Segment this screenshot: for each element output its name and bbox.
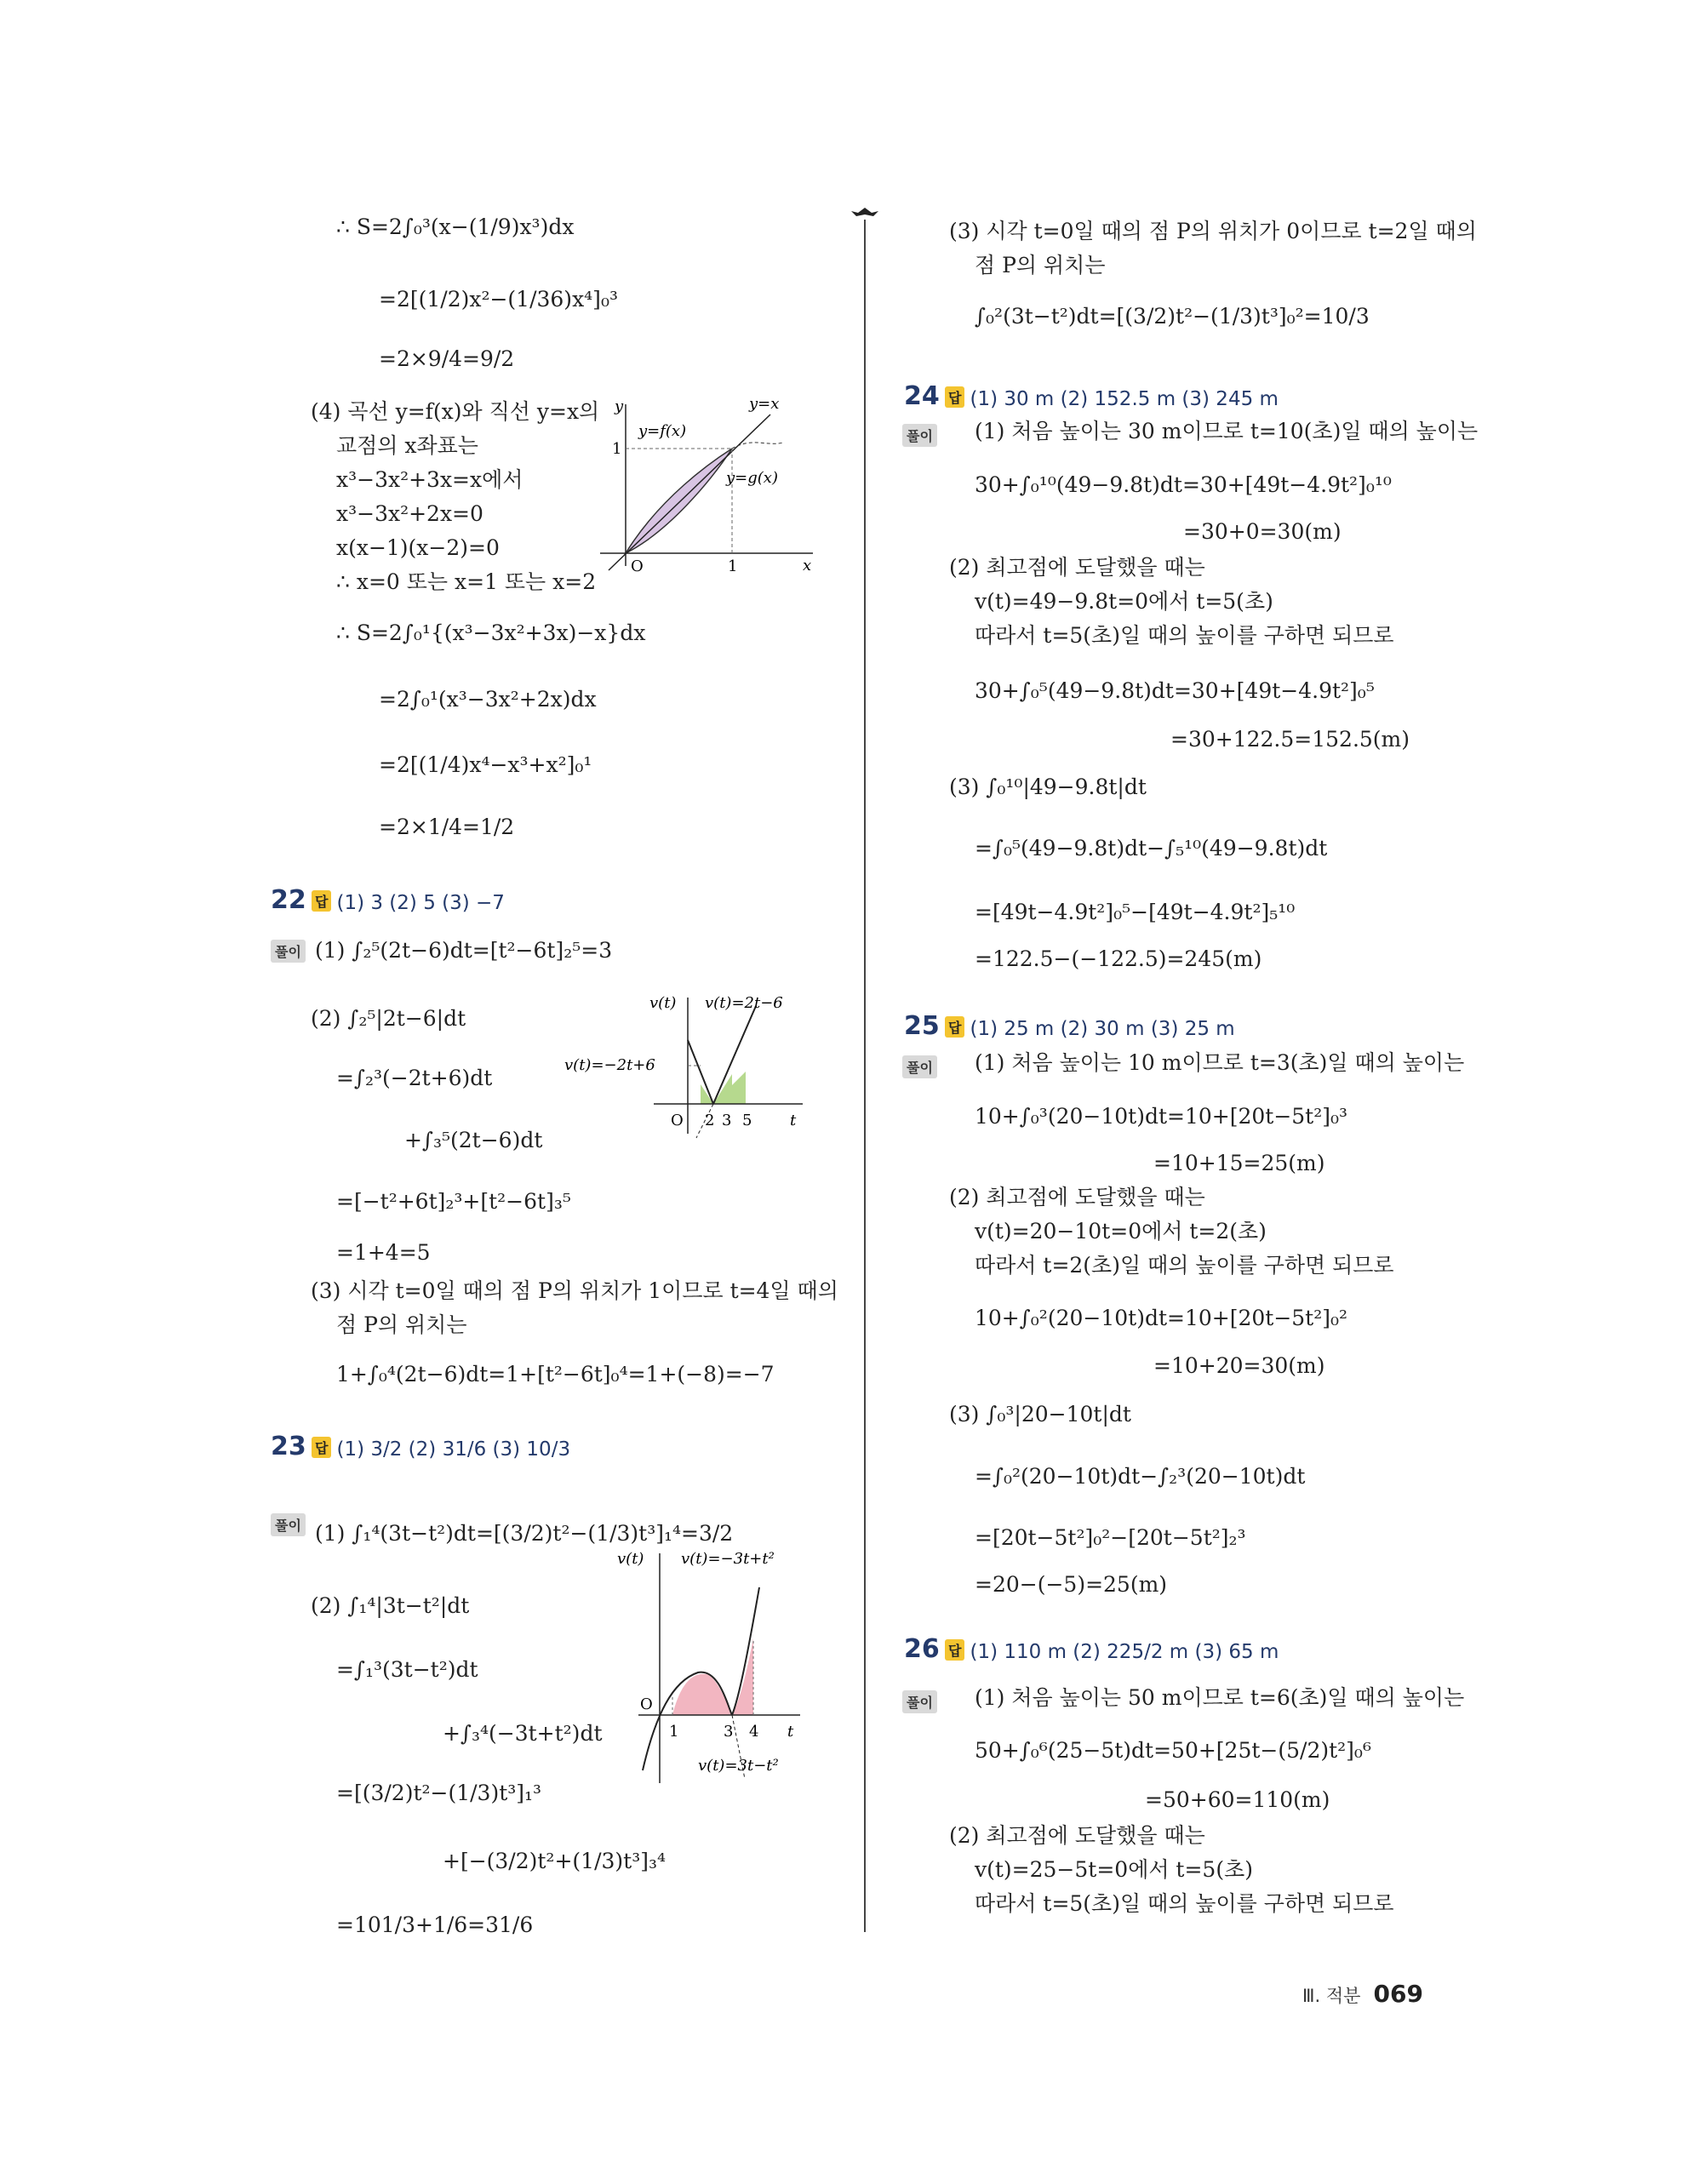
graph2-right-label: v(t)=2t−6 xyxy=(705,994,783,1012)
left-column-line: 점 P의 위치는 xyxy=(336,1312,467,1337)
right-column-line: =30+0=30(m) xyxy=(1183,519,1342,544)
question-number: 24 xyxy=(904,381,940,411)
graph-v-quadratic xyxy=(613,1545,809,1800)
left-column-line: =2×1/4=1/2 xyxy=(379,815,515,839)
answer-text: (1) 30 m (2) 152.5 m (3) 245 m xyxy=(970,388,1279,410)
left-column-line: ∴ S=2∫₀¹{(x³−3x²+3x)−x}dx xyxy=(336,620,646,645)
question-number: 23 xyxy=(271,1432,306,1461)
graph-fg xyxy=(600,396,821,583)
graph1-origin: O xyxy=(631,557,644,575)
right-column-line: =50+60=110(m) xyxy=(1145,1787,1330,1812)
answer-badge: 답 xyxy=(312,1437,331,1458)
left-column-line: =2∫₀¹(x³−3x²+2x)dx xyxy=(379,687,597,712)
answer-row xyxy=(945,1639,1279,1663)
answer-row xyxy=(945,386,1279,410)
left-column-line: ∴ x=0 또는 x=1 또는 x=2 xyxy=(336,569,597,594)
graph3-xlabel: t xyxy=(787,1723,794,1741)
page-number: 069 xyxy=(1373,1980,1423,2008)
right-column-line: v(t)=20−10t=0에서 t=2(초) xyxy=(975,1219,1267,1244)
graph3-origin: O xyxy=(640,1695,653,1713)
graph1-line-label: y=x xyxy=(749,396,780,413)
graph1-one-y: 1 xyxy=(612,440,622,458)
graph2-tick-3: 3 xyxy=(722,1112,732,1129)
solution-badge: 풀이 xyxy=(902,1690,937,1713)
graph-v-linear xyxy=(560,989,815,1151)
answer-text: (1) 25 m (2) 30 m (3) 25 m xyxy=(970,1018,1235,1040)
solution-badge: 풀이 xyxy=(902,424,937,447)
divider-ornament-icon xyxy=(848,204,882,225)
graph2-tick-5: 5 xyxy=(742,1112,752,1129)
left-column-line: =101/3+1/6=31/6 xyxy=(336,1912,534,1937)
solution-badge: 풀이 xyxy=(271,940,306,963)
right-column-line: (3) ∫₀³|20−10t|dt xyxy=(949,1402,1131,1426)
right-column-line: 따라서 t=5(초)일 때의 높이를 구하면 되므로 xyxy=(975,623,1394,648)
right-column-line: 10+∫₀²(20−10t)dt=10+[20t−5t²]₀² xyxy=(975,1306,1348,1330)
right-column-line: v(t)=49−9.8t=0에서 t=5(초) xyxy=(975,589,1273,614)
graph3-tick-4: 4 xyxy=(749,1723,759,1741)
left-column-line: ∴ S=2∫₀³(x−(1/9)x³)dx xyxy=(336,214,575,239)
right-column-line: 30+∫₀¹⁰(49−9.8t)dt=30+[49t−4.9t²]₀¹⁰ xyxy=(975,472,1392,497)
question-number: 26 xyxy=(904,1634,940,1664)
graph3-tick-3: 3 xyxy=(724,1723,734,1741)
left-column-line: (2) ∫₁⁴|3t−t²|dt xyxy=(311,1593,470,1618)
right-column-line: v(t)=25−5t=0에서 t=5(초) xyxy=(975,1857,1253,1882)
graph1-one-x: 1 xyxy=(728,557,738,575)
answer-row xyxy=(312,890,505,914)
right-column-line: (1) 처음 높이는 50 m이므로 t=6(초)일 때의 높이는 xyxy=(975,1685,1465,1710)
solution-badge: 풀이 xyxy=(902,1055,937,1078)
right-column-line: =10+15=25(m) xyxy=(1153,1151,1325,1175)
answer-row xyxy=(945,1016,1235,1040)
left-column-line: (3) 시각 t=0일 때의 점 P의 위치가 1이므로 t=4일 때의 xyxy=(311,1278,838,1303)
right-column-line: =122.5−(−122.5)=245(m) xyxy=(975,946,1262,971)
left-column-line: =∫₁³(3t−t²)dt xyxy=(336,1657,478,1682)
left-column-line: (1) ∫₂⁵(2t−6)dt=[t²−6t]₂⁵=3 xyxy=(315,938,613,963)
question-number: 25 xyxy=(904,1011,940,1041)
right-column-line: 점 P의 위치는 xyxy=(975,253,1106,277)
right-column-line: 10+∫₀³(20−10t)dt=10+[20t−5t²]₀³ xyxy=(975,1104,1348,1129)
graph1-ylabel: y xyxy=(615,397,624,415)
right-column-line: (1) 처음 높이는 30 m이므로 t=10(초)일 때의 높이는 xyxy=(975,419,1479,443)
left-column-line: x³−3x²+2x=0 xyxy=(336,501,483,526)
right-column-line: 30+∫₀⁵(49−9.8t)dt=30+[49t−4.9t²]₀⁵ xyxy=(975,678,1375,703)
right-column-line: (2) 최고점에 도달했을 때는 xyxy=(949,555,1205,580)
answer-badge: 답 xyxy=(945,1639,964,1661)
graph2-ylabel: v(t) xyxy=(649,994,677,1012)
right-column-line: =30+122.5=152.5(m) xyxy=(1170,727,1410,752)
graph1-f-label: y=f(x) xyxy=(638,422,687,440)
right-column-line: =[49t−4.9t²]₀⁵−[49t−4.9t²]₅¹⁰ xyxy=(975,900,1296,924)
answer-badge: 답 xyxy=(945,1016,964,1038)
right-column-line: (1) 처음 높이는 10 m이므로 t=3(초)일 때의 높이는 xyxy=(975,1050,1465,1075)
solution-badge: 풀이 xyxy=(271,1513,306,1536)
left-column-line: =[(3/2)t²−(1/3)t³]₁³ xyxy=(336,1781,542,1805)
chapter-label: Ⅲ. 적분 xyxy=(1302,1986,1361,2006)
graph3-tick-1: 1 xyxy=(669,1723,679,1741)
left-column-line: (4) 곡선 y=f(x)와 직선 y=x의 xyxy=(311,399,600,424)
left-column-line: =2[(1/2)x²−(1/36)x⁴]₀³ xyxy=(379,287,618,312)
left-column-line: x(x−1)(x−2)=0 xyxy=(336,535,500,560)
left-column-line: =2×9/4=9/2 xyxy=(379,346,515,371)
graph2-origin: O xyxy=(671,1112,684,1129)
left-column-line: +[−(3/2)t²+(1/3)t³]₃⁴ xyxy=(443,1849,667,1873)
right-column-line: 50+∫₀⁶(25−5t)dt=50+[25t−(5/2)t²]₀⁶ xyxy=(975,1738,1371,1763)
left-column-line: x³−3x²+3x=x에서 xyxy=(336,467,523,492)
right-column-line: =20−(−5)=25(m) xyxy=(975,1572,1168,1597)
right-column-line: 따라서 t=5(초)일 때의 높이를 구하면 되므로 xyxy=(975,1891,1394,1916)
answer-badge: 답 xyxy=(945,386,964,408)
right-column-line: 따라서 t=2(초)일 때의 높이를 구하면 되므로 xyxy=(975,1253,1394,1278)
right-column-line: ∫₀²(3t−t²)dt=[(3/2)t²−(1/3)t³]₀²=10/3 xyxy=(975,304,1370,329)
left-column-line: (1) ∫₁⁴(3t−t²)dt=[(3/2)t²−(1/3)t³]₁⁴=3/2 xyxy=(315,1521,734,1546)
right-column-line: =10+20=30(m) xyxy=(1153,1353,1325,1378)
graph3-bottom-label: v(t)=3t−t² xyxy=(698,1757,779,1775)
right-column-line: =∫₀⁵(49−9.8t)dt−∫₅¹⁰(49−9.8t)dt xyxy=(975,836,1328,860)
right-column-line: =∫₀²(20−10t)dt−∫₂³(20−10t)dt xyxy=(975,1464,1306,1489)
answer-text: (1) 3/2 (2) 31/6 (3) 10/3 xyxy=(336,1438,571,1461)
right-column-line: (2) 최고점에 도달했을 때는 xyxy=(949,1823,1205,1848)
answer-text: (1) 110 m (2) 225/2 m (3) 65 m xyxy=(970,1641,1279,1663)
right-column-line: (3) 시각 t=0일 때의 점 P의 위치가 0이므로 t=2일 때의 xyxy=(949,219,1477,243)
question-number: 22 xyxy=(271,885,306,915)
left-column-line: (2) ∫₂⁵|2t−6|dt xyxy=(311,1006,466,1031)
graph1-xlabel: x xyxy=(803,557,812,575)
left-column-line: =[−t²+6t]₂³+[t²−6t]₃⁵ xyxy=(336,1189,571,1214)
answer-badge: 답 xyxy=(312,890,331,912)
graph2-tick-2: 2 xyxy=(705,1112,715,1129)
left-column-line: =2[(1/4)x⁴−x³+x²]₀¹ xyxy=(379,752,592,777)
graph1-g-label: y=g(x) xyxy=(726,469,778,487)
right-column-line: =[20t−5t²]₀²−[20t−5t²]₂³ xyxy=(975,1525,1246,1550)
graph3-top-label: v(t)=−3t+t² xyxy=(681,1550,775,1568)
right-column-line: (3) ∫₀¹⁰|49−9.8t|dt xyxy=(949,775,1147,799)
left-column-line: +∫₃⁴(−3t+t²)dt xyxy=(443,1721,603,1746)
column-divider xyxy=(864,220,866,1932)
left-column-line: 교점의 x좌표는 xyxy=(336,433,478,458)
graph2-left-label: v(t)=−2t+6 xyxy=(564,1056,655,1074)
right-column-line: (2) 최고점에 도달했을 때는 xyxy=(949,1185,1205,1209)
page-footer xyxy=(1302,1980,1423,2008)
left-column-line: =∫₂³(−2t+6)dt xyxy=(336,1066,493,1090)
left-column-line: +∫₃⁵(2t−6)dt xyxy=(404,1128,543,1152)
answer-row xyxy=(312,1437,570,1461)
graph3-ylabel: v(t) xyxy=(617,1550,644,1568)
answer-text: (1) 3 (2) 5 (3) −7 xyxy=(336,892,505,914)
left-column-line: 1+∫₀⁴(2t−6)dt=1+[t²−6t]₀⁴=1+(−8)=−7 xyxy=(336,1362,775,1386)
graph2-xlabel: t xyxy=(790,1112,797,1129)
left-column-line: =1+4=5 xyxy=(336,1240,431,1265)
